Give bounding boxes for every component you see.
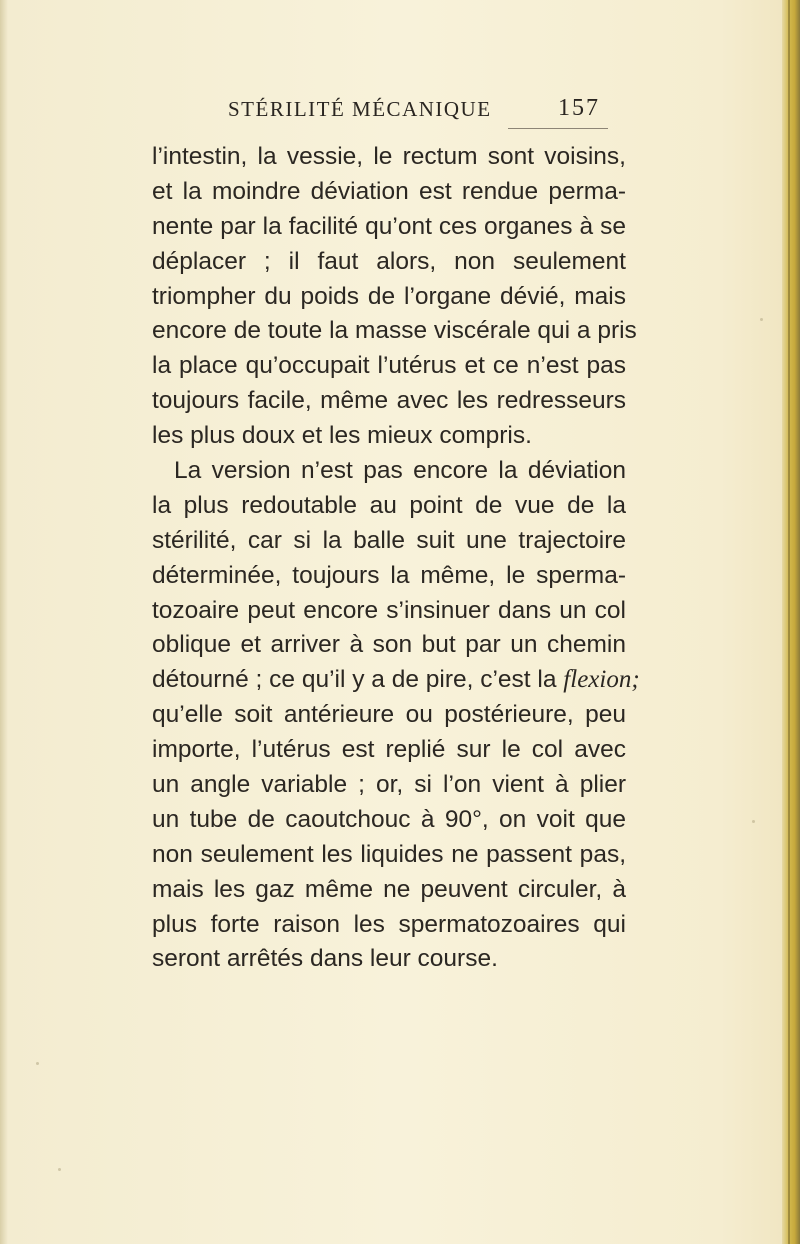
paragraph-start-line: La version n’est pas encore la déviation <box>174 457 626 485</box>
text-line: un tube de caoutchouc à 90°, on voit que <box>152 805 626 833</box>
text-line: stérilité, car si la balle suit une trajectoire <box>152 526 626 554</box>
text-line: déterminée, toujours la même, le sperma- <box>152 561 626 589</box>
text-line: les plus doux et les mieux compris. <box>152 422 532 450</box>
page-left-edge <box>0 0 8 1244</box>
text-line: importe, l’utérus est replié sur le col avec <box>152 736 626 764</box>
text-line: oblique et arriver à son but par un chemin <box>152 631 626 659</box>
text-segment: détourné ; ce qu’il y a de pire, c’est la <box>152 666 564 694</box>
text-line: déplacer ; il faut alors, non seulement <box>152 247 626 275</box>
text-line: tozoaire peut encore s’insinuer dans un col <box>152 596 626 624</box>
page-header <box>228 97 628 127</box>
paper-speck <box>36 1062 39 1065</box>
text-line: seront arrêtés dans leur course. <box>152 945 498 973</box>
text-line: un angle variable ; or, si l’on vient à plier <box>152 771 626 799</box>
text-line: la plus redoutable au point de vue de la <box>152 491 626 519</box>
text-line: la place qu’occupait l’utérus et ce n’est pas <box>152 352 626 380</box>
running-title: STÉRILITÉ MÉCANIQUE <box>228 97 492 121</box>
text-line: toujours facile, même avec les redresseurs <box>152 387 626 415</box>
paper-speck <box>58 1168 61 1171</box>
text-line: l’intestin, la vessie, le rectum sont voisins, <box>152 143 626 170</box>
paper-speck <box>752 820 755 823</box>
italic-term: flexion; <box>563 666 640 694</box>
page-number: 157 <box>558 95 600 121</box>
header-rule <box>508 128 608 129</box>
text-line: et la moindre déviation est rendue perma- <box>152 177 626 205</box>
page-binding-edge <box>782 0 800 1244</box>
body-text <box>152 140 640 977</box>
text-line-with-italic <box>152 663 640 698</box>
text-line: encore de toute la masse viscérale qui a pris <box>152 317 637 345</box>
text-line: non seulement les liquides ne passent pas, <box>152 840 626 868</box>
text-line: nente par la facilité qu’ont ces organes à se <box>152 212 626 240</box>
text-line: plus forte raison les spermatozoaires qui <box>152 910 626 938</box>
paper-speck <box>760 318 763 321</box>
text-line: triompher du poids de l’organe dévié, mais <box>152 282 626 310</box>
text-line: mais les gaz même ne peuvent circuler, à <box>152 875 626 903</box>
text-line: qu’elle soit antérieure ou postérieure, peu <box>152 701 626 729</box>
